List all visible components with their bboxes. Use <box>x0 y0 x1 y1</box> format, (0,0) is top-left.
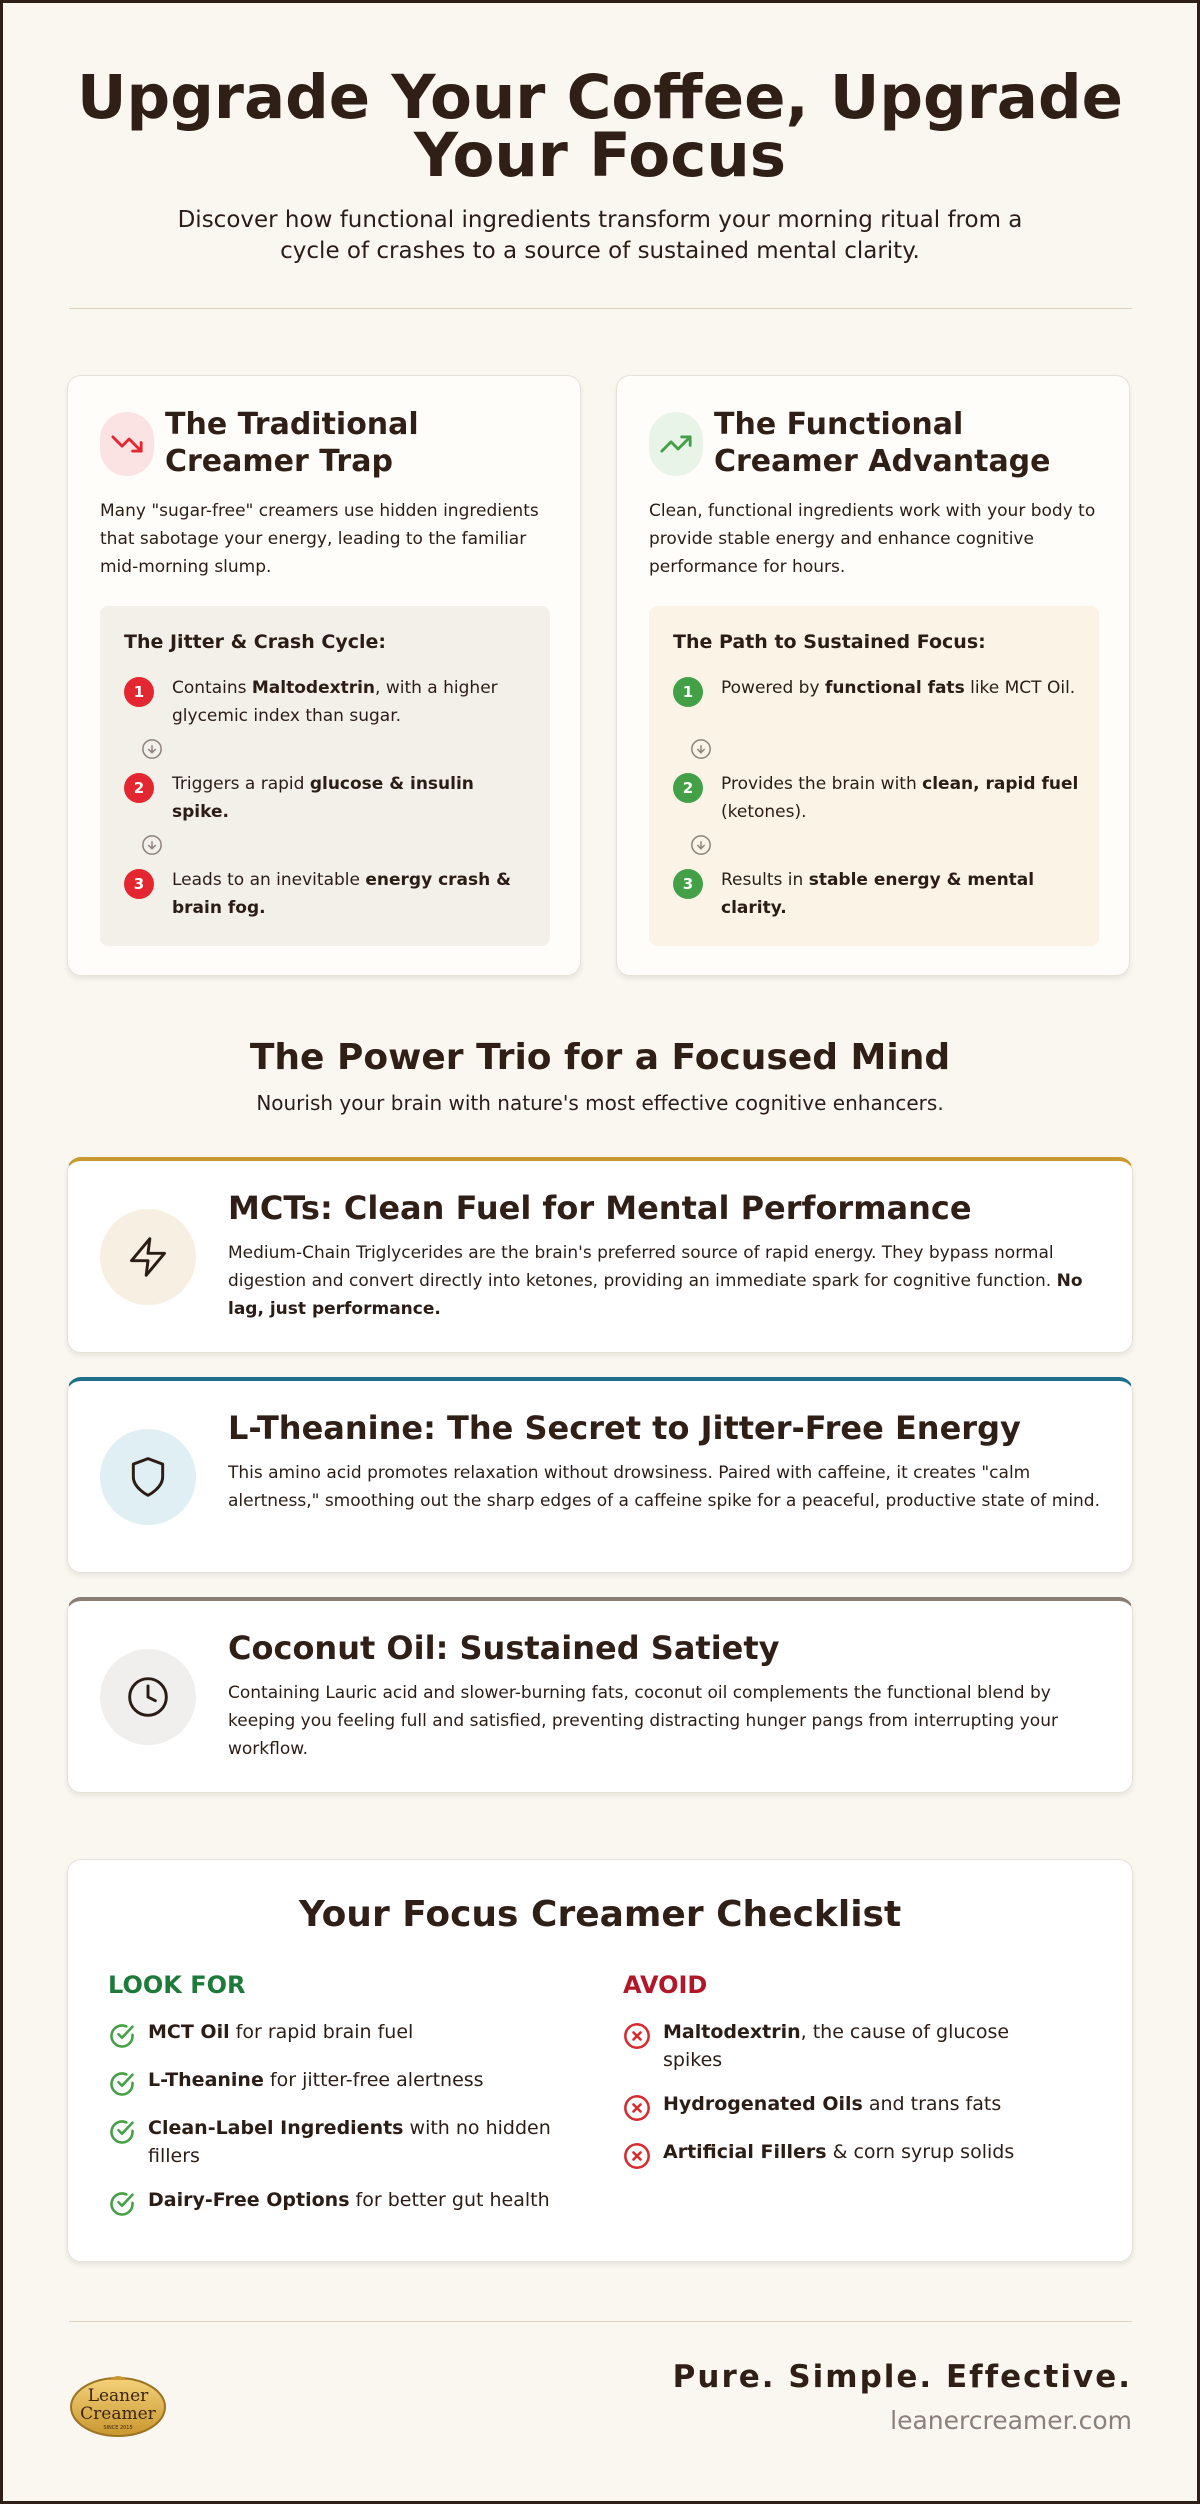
page-title: Upgrade Your Coffee, Upgrade Your Focus <box>77 62 1123 191</box>
functional-creamer-card <box>616 375 1130 976</box>
avoid-heading: AVOID <box>623 1971 708 1999</box>
x-circle-icon <box>623 2142 651 2170</box>
step-text: Provides the brain with clean, rapid fuel (ketones). <box>721 774 1079 822</box>
traditional-title: The Traditional Creamer Trap <box>165 407 419 479</box>
functional-description: Clean, functional ingredients work with your body to provide stable energy and enhance cognitive performance for hours. <box>649 501 1096 577</box>
power-trio-subtitle: Nourish your brain with nature's most effective cognitive enhancers. <box>256 1091 944 1115</box>
check-circle-icon <box>108 2070 136 2098</box>
x-circle-icon <box>623 2022 651 2050</box>
cycle-title: The Path to Sustained Focus: <box>673 631 986 653</box>
step-text: Results in stable energy & mental clarity. <box>721 870 1035 918</box>
ingredient-description: Medium-Chain Triglycerides are the brain's preferred source of rapid energy. They bypass normal digestion and convert directly into ketones, providing an immediate spark for cognitive function. No lag, just performance. <box>228 1243 1083 1319</box>
ingredient-card-coconut-oil <box>67 1597 1133 1793</box>
arrow-down-circle-icon <box>141 738 163 760</box>
ingredient-title: MCTs: Clean Fuel for Mental Performance <box>228 1189 972 1227</box>
functional-title: The Functional Creamer Advantage <box>714 407 1051 479</box>
ingredient-title: Coconut Oil: Sustained Satiety <box>228 1629 780 1667</box>
step-number: 2 <box>124 773 154 803</box>
step-number: 3 <box>673 869 703 899</box>
lightning-bolt-icon <box>100 1209 196 1305</box>
ingredient-card-mct <box>67 1157 1133 1353</box>
shield-icon <box>100 1429 196 1525</box>
sustained-focus-path <box>649 606 1099 946</box>
ingredient-description: This amino acid promotes relaxation without drowsiness. Paired with caffeine, it creates "calm alertness," smoothing out the sharp edges of a caffeine spike for a peaceful, productive state of mind. <box>228 1463 1101 1511</box>
traditional-description: Many "sugar-free" creamers use hidden ingredients that sabotage your energy, leading to the familiar mid-morning slump. <box>100 501 539 577</box>
traditional-creamer-card <box>67 375 581 976</box>
arrow-down-circle-icon <box>690 834 712 856</box>
divider <box>69 308 1132 309</box>
power-trio-title: The Power Trio for a Focused Mind <box>249 1037 951 1078</box>
step-text: Triggers a rapid glucose & insulin spike. <box>172 774 474 822</box>
ingredient-title: L-Theanine: The Secret to Jitter-Free Energy <box>228 1409 1021 1447</box>
logo-text-creamer: Creamer <box>80 2404 156 2424</box>
logo-text-since: SINCE 2015 <box>103 2425 133 2431</box>
ingredient-card-l-theanine <box>67 1377 1133 1573</box>
trending-down-icon <box>100 412 154 476</box>
step-text: Powered by functional fats like MCT Oil. <box>721 678 1076 698</box>
check-circle-icon <box>108 2118 136 2146</box>
leaner-creamer-logo <box>69 2369 167 2439</box>
cycle-title: The Jitter & Crash Cycle: <box>124 631 386 653</box>
step-number: 3 <box>124 869 154 899</box>
arrow-down-circle-icon <box>690 738 712 760</box>
x-circle-icon <box>623 2094 651 2122</box>
focus-creamer-checklist: Your Focus Creamer Checklist LOOK FOR MCT Oil for rapid brain fuel L-Theanine for jitter-free alertness Clean-Label Ingredients with no hidden fillers Dairy-Free Options for better gut health AVOID Maltodextrin, the cause of glucose spikes Hydrogenated Oils and trans fats Artificial Fillers & corn syrup solids <box>67 1859 1133 2262</box>
step-number: 2 <box>673 773 703 803</box>
clock-icon <box>100 1649 196 1745</box>
divider <box>69 2321 1132 2322</box>
infographic-page <box>3 3 1197 2501</box>
step-number: 1 <box>124 677 154 707</box>
footer-website-link[interactable]: leanercreamer.com <box>890 2406 1132 2435</box>
step-text: Contains Maltodextrin, with a higher glycemic index than sugar. <box>172 678 498 726</box>
arrow-down-circle-icon <box>141 834 163 856</box>
footer-tagline: Pure. Simple. Effective. <box>672 2359 1132 2395</box>
jitter-crash-cycle <box>100 606 550 946</box>
look-for-heading: LOOK FOR <box>108 1971 246 1999</box>
step-text: Leads to an inevitable energy crash & brain fog. <box>172 870 511 918</box>
logo-text-leaner: Leaner <box>87 2386 149 2406</box>
check-circle-icon <box>108 2022 136 2050</box>
ingredient-description: Containing Lauric acid and slower-burning fats, coconut oil complements the functional blend by keeping you feeling full and satisfied, preventing distracting hunger pangs from interrupting your workflow. <box>228 1683 1058 1759</box>
trending-up-icon <box>649 412 703 476</box>
check-circle-icon <box>108 2190 136 2218</box>
step-number: 1 <box>673 677 703 707</box>
page-subtitle: Discover how functional ingredients transform your morning ritual from a cycle of crashes to a source of sustained mental clarity. <box>177 207 1023 264</box>
checklist-title: Your Focus Creamer Checklist <box>298 1894 902 1935</box>
